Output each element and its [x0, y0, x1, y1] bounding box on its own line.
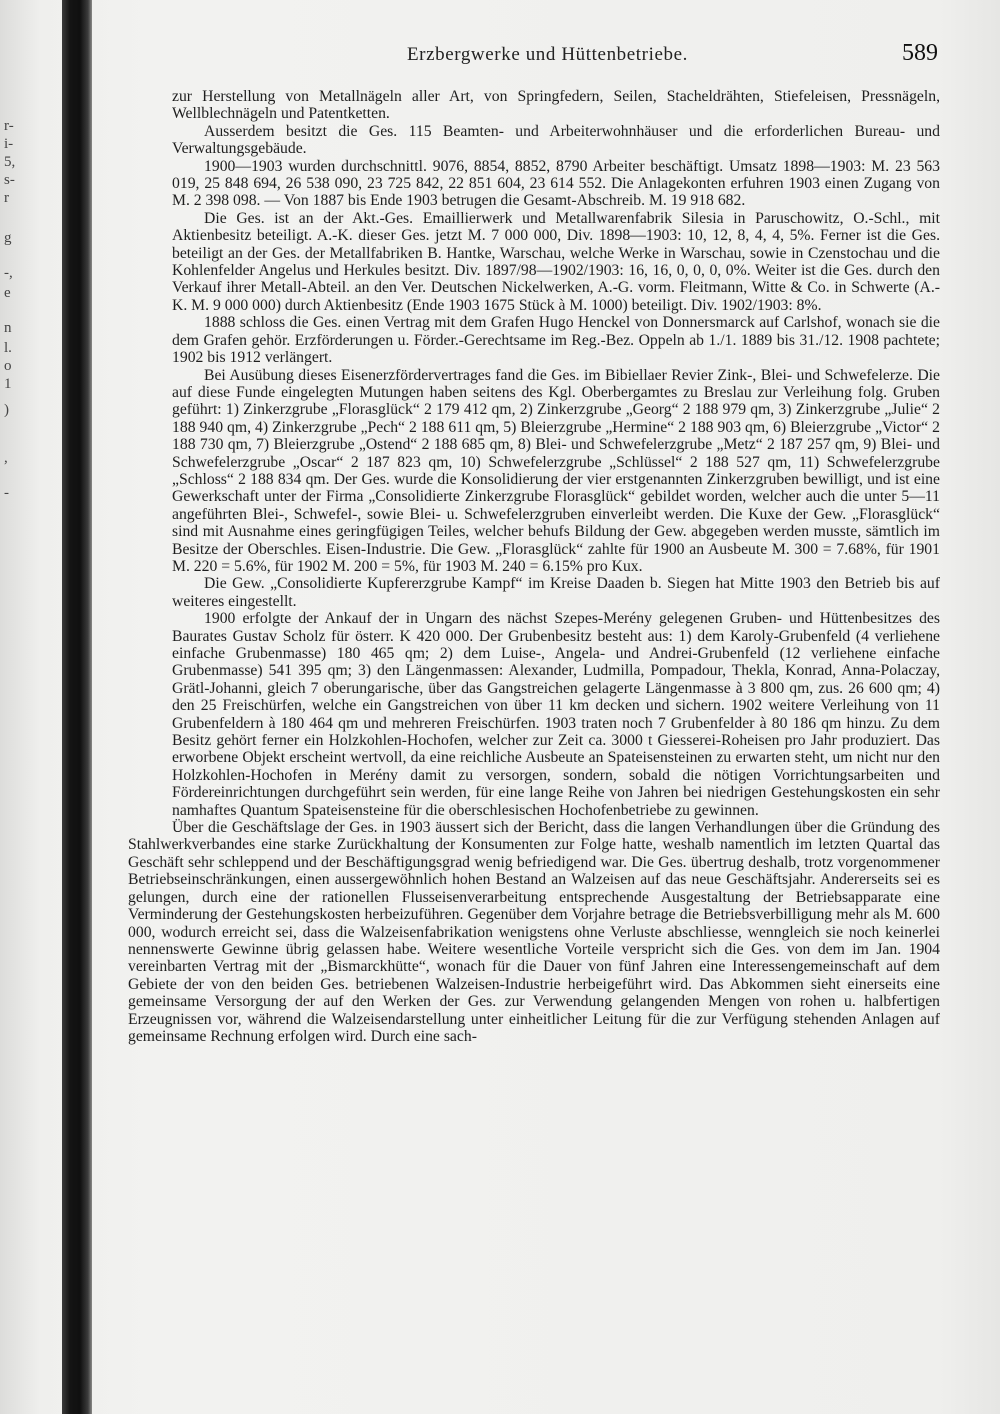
body-text	[128, 88, 940, 1045]
paragraph: Ausserdem besitzt die Ges. 115 Beamten- und Arbeiterwohnhäuser und die erforderlichen Bureau- und Verwaltungsgebäude.	[172, 122, 940, 158]
margin-fragment: -,	[4, 265, 13, 281]
margin-fragment: e	[4, 285, 11, 301]
full-width-column	[128, 819, 940, 1045]
paragraph: 1888 schloss die Ges. einen Vertrag mit dem Grafen Hugo Henckel von Donnersmarck auf Carlshof, wonach sie die dem Grafen gehör. Erzförderungen u. Förder.-Gerechtsame im Reg.-Bez. Oppeln ab 1./1. 1889 bis 31./12. 1908 pachtete; 1902 bis 1912 verlängert.	[172, 314, 940, 367]
binding-gutter	[62, 0, 92, 1414]
margin-fragment: -	[4, 485, 9, 501]
margin-fragment: o	[4, 358, 12, 374]
margin-fragment: 1	[4, 376, 12, 392]
running-title: Erzbergwerke und Hüttenbetriebe.	[406, 44, 688, 65]
margin-fragment: )	[4, 402, 9, 418]
margin-fragment: ,	[4, 450, 8, 466]
margin-fragment: n	[4, 320, 12, 336]
margin-fragment: g	[4, 230, 12, 246]
margin-fragment: i-	[4, 136, 14, 152]
margin-fragment: r	[4, 190, 9, 206]
paragraph: Die Gew. „Consolidierte Kupfererzgrube Kampf“ im Kreise Daaden b. Siegen hat Mitte 1903 den Betrieb bis auf weiteres eingestellt.	[172, 575, 940, 610]
margin-fragment: s-	[4, 172, 15, 188]
paragraph: 1900 erfolgte der Ankauf der in Ungarn des nächst Szepes-Merény gelegenen Gruben- und Hüttenbesitzes des Baurates Gustav Scholz für österr. K 420 000. Der Grubenbesitz besteht aus: 1) dem Karoly-Grubenfeld (4 verliehene einfache Grubenmasse) 180 465 qm; 2) dem Luise-, Angela- und Andrei-Grubenfeld (12 verliehene einfache Grubenmasse) 541 395 qm; 3) den Längenmassen: Alexander, Ludmilla, Pompadour, Thekla, Konrad, Anna-Polaczay, Grätl-Johanni, gleich 7 oberungarische, über das Gangstreichen gelagerte Längenmasse à 3 800 qm, zus. 26 600 qm; 4) den 25 Freischürfen, welche ein Gangstreichen von über 11 km decken und sichern. 1902 weitere Verleihung von 11 Grubenfeldern à 180 464 qm und mehreren Freischürfen. 1903 traten noch 7 Grubenfelder à 80 186 qm hinzu. Zu dem Besitz gehört ferner ein Holzkohlen-Hochofen, welcher zur Zeit ca. 3000 t Giesserei-Roheisen pro Jahr produziert. Das erworbene Objekt erscheint wertvoll, da eine reichliche Ausbeute an Spateisensteinen zu erwarten steht, um nicht nur den Holzkohlen-Hochofen in Merény damit zu versorgen, sondern, sobald die nötigen Vorrichtungsarbeiten und Fördereinrichtungen durchgeführt sein werden, für eine lange Reihe von Jahren bei niedrigen Gestehungskosten ein sehr namhaftes Quantum Spateisensteine für die oberschlesischen Hochofenbetriebe zu gewinnen.	[172, 610, 940, 819]
paragraph: Die Ges. ist an der Akt.-Ges. Emaillierwerk und Metallwarenfabrik Silesia in Paruschowitz, O.-Schl., mit Aktienbesitz beteiligt. A.-K. dieser Ges. jetzt M. 7 000 000, Div. 1898—1903: 10, 12, 8, 4, 4, 5%. Ferner ist die Ges. beteiligt an der Ges. der Metallfabriken B. Hantke, Warschau, welche Werke in Warschau, sowie in Czenstochau und die Kohlenfelder Angelus und Herkules besitzt. Div. 1897/98—1902/1903: 16, 16, 0, 0, 0, 0%. Weiter ist die Ges. durch den Verkauf ihrer Metall-Abteil. an den Ver. Deutschen Nickelwerken, A.-G. vorm. Fleitmann, Witte & Co. in Schwerte (A.-K. M. 9 000 000) durch Aktienbesitz (Ende 1903 1675 Stück à M. 1000) beteiligt. Div. 1902/1903: 8%.	[172, 209, 940, 314]
indented-column	[128, 88, 940, 819]
margin-fragment: 5,	[4, 154, 16, 170]
paragraph: zur Herstellung von Metallnägeln aller Art, von Springfedern, Seilen, Stacheldrähten, Stiefeleisen, Pressnägeln, Wellblechnägeln und Patentketten.	[172, 88, 940, 123]
paragraph: Bei Ausübung dieses Eisenerzfördervertrages fand die Ges. im Bibiellaer Revier Zink-, Blei- und Schwefelerze. Die auf diese Funde eingelegten Mutungen haben seitens des Kgl. Oberbergamtes zu Breslau zur Verleihung folg. Gruben geführt: 1) Zinkerzgrube „Florasglück“ 2 179 412 qm, 2) Zinkerzgrube „Georg“ 2 188 979 qm, 3) Zinkerzgrube „Julie“ 2 188 940 qm, 4) Zinkerzgrube „Pech“ 2 188 611 qm, 5) Bleierzgrube „Hermine“ 2 188 903 qm, 6) Bleierzgrube „Victor“ 2 188 730 qm, 7) Bleierzgrube „Ostend“ 2 188 685 qm, 8) Blei- und Schwefelerzgrube „Metz“ 2 187 257 qm, 9) Blei- und Schwefelerzgrube „Oscar“ 2 187 823 qm, 10) Schwefelerzgrube „Schlüssel“ 2 188 527 qm, 11) Schwefelerzgrube „Schloss“ 2 188 834 qm. Der Ges. wurde die Konsolidierung der vier erstgenannten Zinkerzgruben bewilligt, und ist eine Gewerkschaft unter der Firma „Consolidierte Zinkerzgrube Florasglück“ gebildet worden, welcher auch die unter 5—11 angeführten Blei-, Schwefel-, sowie Blei- u. Schwefelerzgruben einverleibt werden. Die Kuxe der Gew. „Florasglück“ sind mit Ausnahme eines geringfügigen Teiles, welcher behufs Bildung der Gew. abgegeben werden musste, sämtlich im Besitze der Oberschles. Eisen-Industrie. Die Gew. „Florasglück“ zahlte für 1900 an Ausbeute M. 300 = 7.68%, für 1901 M. 220 = 5.6%, für 1902 M. 200 = 5%, für 1903 M. 240 = 6.15% pro Kux.	[172, 366, 940, 575]
page-header	[128, 40, 948, 70]
paragraph: Über die Geschäftslage der Ges. in 1903 äussert sich der Bericht, dass die langen Verhandlungen über die Gründung des Stahlwerkverbandes eine starke Zurückhaltung der Konsumenten zur Folge hatte, weshalb namentlich im letzten Quartal das Geschäft sehr schleppend und der Beschäftigungsgrad wenig befriedigend war. Die Ges. übertrug deshalb, trotz vorgenommener Betriebseinschränkungen, einen aussergewöhnlich hohen Bestand an Walzeisen auf das neue Geschäftsjahr. Andererseits sei es gelungen, durch eine der rationellen Flusseisenverarbeitung entsprechende Ausgestaltung der Betriebsapparate eine Verminderung der Gestehungskosten herbeizuführen. Gegenüber dem Vorjahre betrage die Betriebsverbilligung mehr als M. 600 000, wodurch erreicht sei, dass die Walzeisenfabrikation wenigstens ohne Verluste abschliesse, wenngleich sie noch keinerlei nennenswerte Gewinne übrig gelassen habe. Weitere wesentliche Vorteile verspricht sich die Ges. von dem im Jan. 1904 vereinbarten Vertrag mit der „Bismarckhütte“, wonach für die Dauer von fünf Jahren eine Interessengemeinschaft auf dem Gebiete der von den beiden Ges. betriebenen Walzeisen-Industrie herbeigeführt wird. Das Abkommen sieht einerseits eine gemeinsame Versorgung der auf den Werken der Ges. zur Verwendung gelangenden Mengen von rohen u. halbfertigen Erzeugnissen vor, während die Walzeisendarstellung unter einheitlicher Leitung für die zur Verfügung stehenden Anlagen auf gemeinsame Rechnung erfolgen wird. Durch eine sach-	[128, 819, 940, 1045]
page-number: 589	[902, 40, 938, 66]
margin-fragment: l.	[4, 340, 12, 356]
paragraph: 1900—1903 wurden durchschnittl. 9076, 8854, 8852, 8790 Arbeiter beschäftigt. Umsatz 1898—1903: M. 23 563 019, 25 848 694, 26 538 090, 23 725 842, 22 851 604, 23 614 552. Die Anlagekonten erfuhren 1903 einen Zugang von M. 2 398 098. — Von 1887 bis Ende 1903 betrugen die Gesamt-Abschreib. M. 19 918 682.	[172, 157, 940, 210]
margin-fragment: r-	[4, 118, 14, 134]
